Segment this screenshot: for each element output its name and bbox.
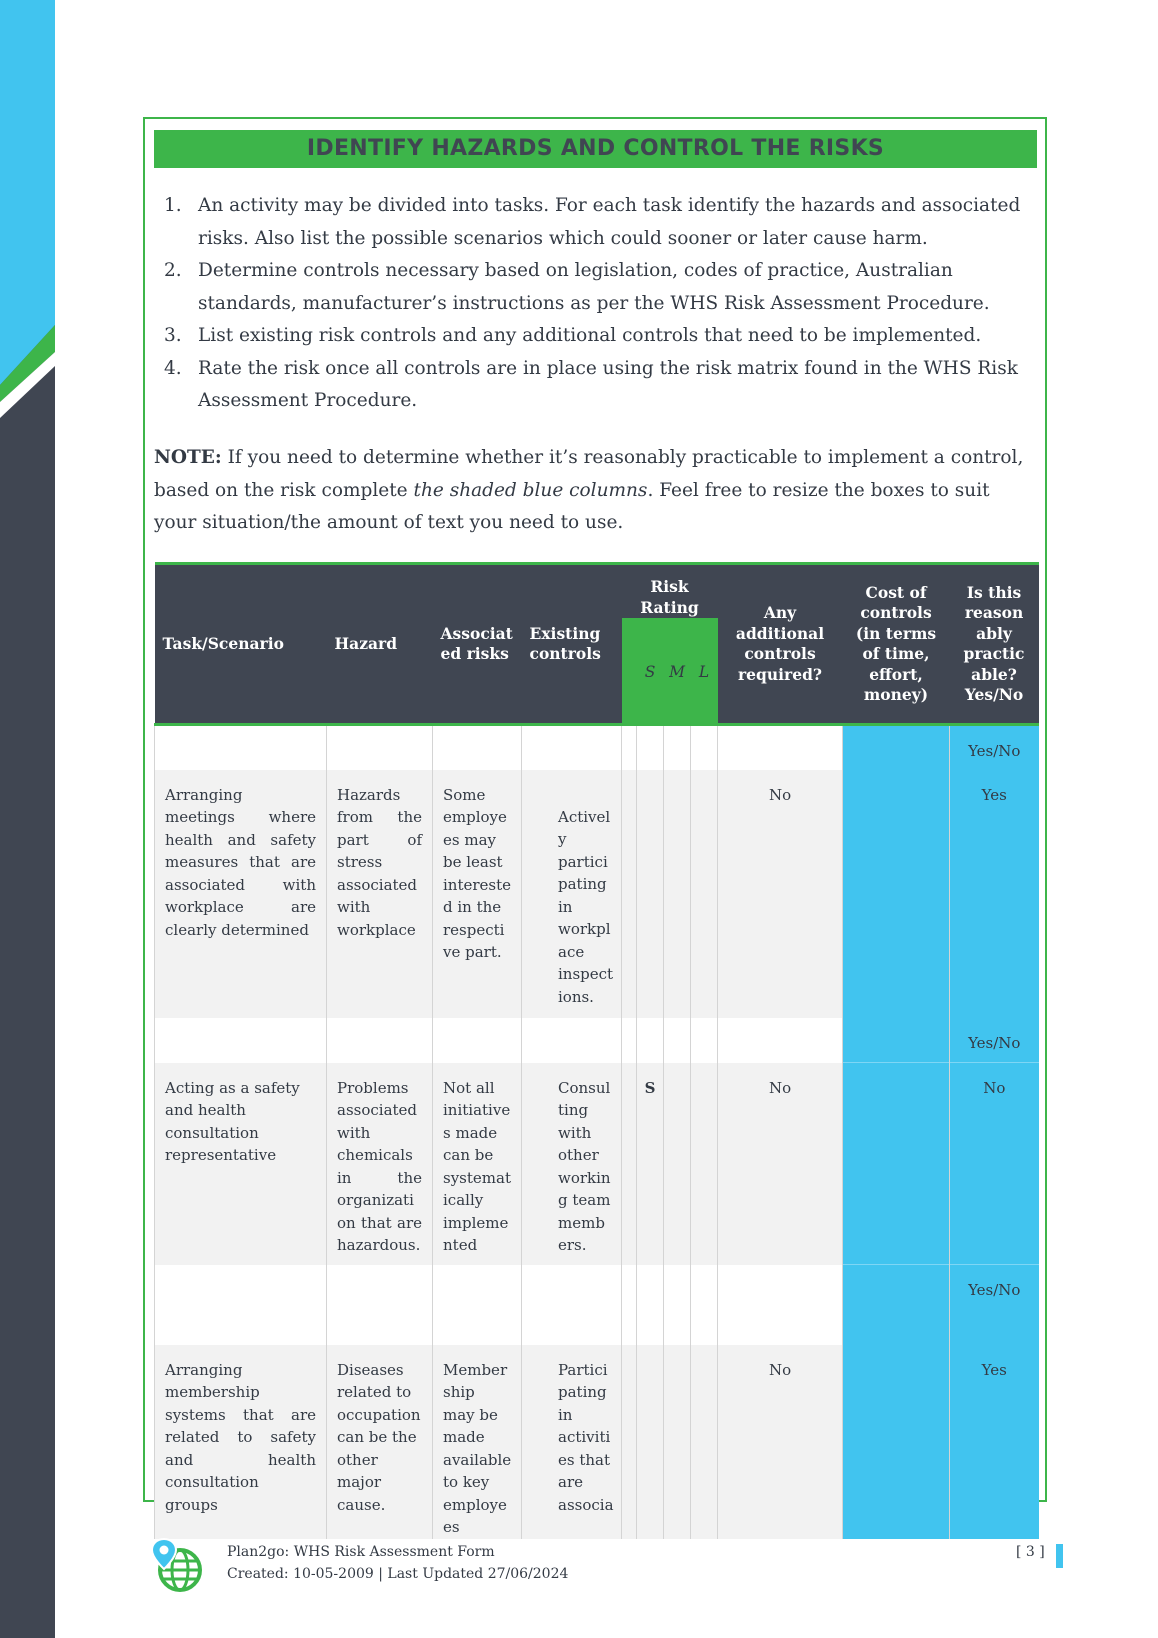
practicable-hint[interactable]: Yes/No: [950, 725, 1039, 770]
note-paragraph: NOTE: If you need to determine whether it’s reasonably practicable to implement a control, based on the risk complete the shaded blue columns. Feel free to resize the boxes to suit your situation/the amount of text you need to use.: [154, 447, 1024, 533]
additional-controls-cell[interactable]: No: [718, 1345, 843, 1539]
instruction-item: 1. An activity may be divided into tasks. For each task identify the hazards and associated risks. Also list the possible scenarios which could sooner or later cause harm.: [164, 195, 1021, 249]
footer-doc-title: Plan2go: WHS Risk Assessment Form: [227, 1544, 495, 1560]
existing-controls-cell[interactable]: Partici pating in activiti es that are associa: [522, 1345, 622, 1539]
table-row-hint: [155, 1018, 1039, 1063]
sidebar-decoration: [0, 0, 55, 1638]
cost-cell[interactable]: [843, 1063, 950, 1265]
note-emphasis: the shaded blue columns: [413, 479, 648, 501]
rating-m-cell[interactable]: [664, 770, 691, 1018]
page-number: [ 3 ]: [1016, 1544, 1045, 1560]
header-risks: Associat ed risks: [433, 564, 522, 725]
practicable-cell[interactable]: Yes: [950, 1345, 1039, 1539]
hazard-cell[interactable]: Diseases related to occupation can be the other major cause.: [327, 1345, 433, 1539]
risks-cell[interactable]: Member ship may be made available to key employe es: [433, 1345, 522, 1539]
hazard-cell[interactable]: Hazards from the part of stress associated with workplace: [327, 770, 433, 1018]
header-practicable: Is this reason ably practic able? Yes/No: [950, 564, 1039, 725]
cost-cell[interactable]: [843, 1018, 950, 1063]
practicable-cell[interactable]: Yes: [950, 770, 1039, 1018]
additional-controls-cell[interactable]: No: [718, 1063, 843, 1265]
footer-dates: Created: 10-05-2009 | Last Updated 27/06/2024: [227, 1566, 569, 1582]
rating-l-cell[interactable]: [691, 1063, 718, 1265]
rating-m-cell[interactable]: [664, 1063, 691, 1265]
instructions-list: [154, 190, 1034, 418]
instruction-item: 4. Rate the risk once all controls are in place using the risk matrix found in the WHS Risk Assessment Procedure.: [164, 357, 1018, 411]
table-row: [155, 1345, 1039, 1539]
table-row: [155, 1063, 1039, 1265]
existing-controls-cell[interactable]: Consul ting with other workin g team memb ers.: [522, 1063, 622, 1265]
header-hazard: Hazard: [327, 564, 433, 725]
task-cell[interactable]: Arranging meetings where health and safety measures that are associated with workplace are clearly determined: [155, 770, 327, 1018]
additional-controls-cell[interactable]: No: [718, 770, 843, 1018]
rating-s-cell[interactable]: S: [637, 1063, 664, 1265]
rating-m-cell[interactable]: [664, 1345, 691, 1539]
cost-cell[interactable]: [843, 725, 950, 770]
rating-l-cell[interactable]: [691, 770, 718, 1018]
header-existing-controls: Existing controls: [522, 564, 622, 725]
practicable-hint[interactable]: Yes/No: [950, 1265, 1039, 1345]
note-label: NOTE:: [154, 447, 222, 468]
existing-controls-cell[interactable]: Activel y partici pating in workpl ace inspect ions.: [522, 770, 622, 1018]
rating-s-cell[interactable]: [637, 770, 664, 1018]
header-risk-rating: Risk Rating: [622, 564, 718, 620]
header-task: Task/Scenario: [155, 564, 327, 725]
task-cell[interactable]: Arranging membership systems that are related to safety and health consultation groups: [155, 1345, 327, 1539]
header-additional-controls: Any additional controls required?: [718, 564, 843, 725]
task-cell[interactable]: Acting as a safety and health consultation representative: [155, 1063, 327, 1265]
table-row-hint: [155, 725, 1039, 770]
practicable-cell[interactable]: No: [950, 1063, 1039, 1265]
rating-l-cell[interactable]: [691, 1345, 718, 1539]
table-row-hint: [155, 1265, 1039, 1345]
risks-cell[interactable]: Some employe es may be least intereste d in the respecti ve part.: [433, 770, 522, 1018]
cost-cell[interactable]: [843, 770, 950, 1018]
header-rating-m: M: [664, 620, 691, 725]
instruction-item: 3. List existing risk controls and any additional controls that need to be implemented.: [164, 325, 982, 346]
globe-location-pin-logo: [150, 1537, 202, 1593]
cost-cell[interactable]: [843, 1265, 950, 1345]
rating-s-cell[interactable]: [637, 1345, 664, 1539]
page-marker: [1056, 1544, 1063, 1568]
instruction-item: 2. Determine controls necessary based on legislation, codes of practice, Australian standards, manufacturer’s instructions as per the WHS Risk Assessment Procedure.: [164, 260, 990, 314]
practicable-hint[interactable]: Yes/No: [950, 1018, 1039, 1063]
header-cost: Cost of controls (in terms of time, effort, money): [843, 564, 950, 725]
header-rating-l: L: [691, 620, 718, 725]
table-row: [155, 770, 1039, 1018]
risk-table: [154, 562, 1039, 1539]
cost-cell[interactable]: [843, 1345, 950, 1539]
risks-cell[interactable]: Not all initiative s made can be systemat ically impleme nted: [433, 1063, 522, 1265]
header-rating-gap: [622, 620, 637, 725]
hazard-cell[interactable]: Problems associated with chemicals in the organizati on that are hazardous.: [327, 1063, 433, 1265]
section-title: IDENTIFY HAZARDS AND CONTROL THE RISKS: [154, 130, 1037, 168]
header-rating-s: S: [637, 620, 664, 725]
